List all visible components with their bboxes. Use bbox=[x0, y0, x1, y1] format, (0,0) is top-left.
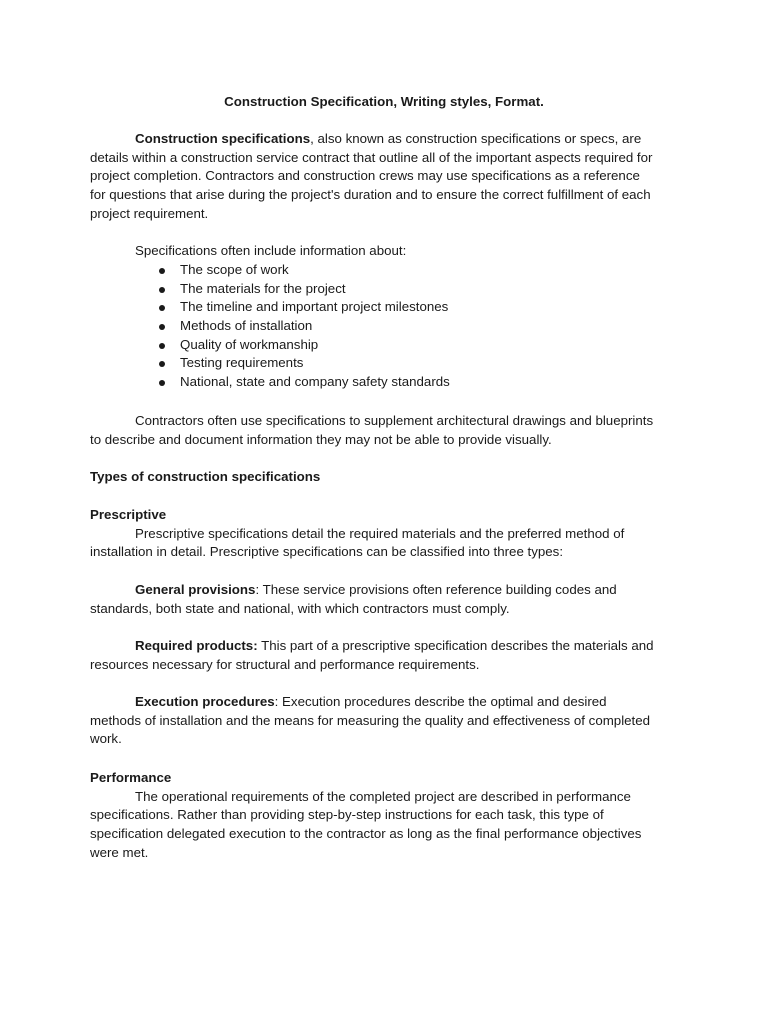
execution-line-2: methods of installation and the means for measuring the quality and effectiveness of completed bbox=[90, 712, 651, 728]
performance-heading: Performance bbox=[90, 770, 172, 785]
general-provisions-paragraph bbox=[90, 581, 680, 618]
list-item bbox=[180, 373, 450, 392]
required-text-1: This part of a prescriptive specification describes the materials and bbox=[257, 638, 654, 653]
list-item-text: The materials for the project bbox=[180, 280, 346, 296]
execution-lead-term: Execution procedures bbox=[135, 694, 275, 709]
list-item bbox=[180, 280, 450, 299]
list-item bbox=[180, 354, 450, 373]
intro-line-3: project completion. Contractors and construction crews may use specifications as a reference bbox=[90, 168, 640, 184]
contractors-line-1: Contractors often use specifications to supplement architectural drawings and blueprints bbox=[135, 413, 654, 428]
intro-line-4: for questions that arise during the project's duration and to ensure the correct fulfillment of each bbox=[90, 187, 651, 203]
bullet-icon bbox=[159, 305, 165, 311]
intro-line-1 bbox=[90, 130, 680, 149]
required-line-1 bbox=[90, 637, 680, 656]
prescriptive-line-2: installation in detail. Prescriptive specifications can be classified into three types: bbox=[90, 544, 564, 560]
list-item bbox=[180, 336, 450, 355]
bullet-icon bbox=[159, 324, 165, 330]
performance-line-3: specification delegated execution to the contractor as long as the final performance objectives bbox=[90, 826, 642, 842]
list-item-text: Testing requirements bbox=[180, 355, 304, 371]
bullet-icon bbox=[159, 380, 165, 386]
contractors-line-2: to describe and document information they may not be able to provide visually. bbox=[90, 431, 552, 447]
required-products-paragraph bbox=[90, 637, 680, 674]
performance-line-4: were met. bbox=[90, 844, 149, 860]
bullet-icon bbox=[159, 361, 165, 367]
includes-list bbox=[180, 261, 450, 392]
performance-line-2: specifications. Rather than providing step-by-step instructions for each task, this type of bbox=[90, 807, 604, 823]
performance-line-1: The operational requirements of the completed project are described in performance bbox=[135, 788, 631, 804]
execution-procedures-paragraph bbox=[90, 693, 680, 749]
bullet-icon bbox=[159, 287, 165, 293]
list-item-text: National, state and company safety standards bbox=[180, 374, 450, 390]
general-lead-term: General provisions bbox=[135, 582, 256, 597]
execution-line-1 bbox=[90, 693, 680, 712]
list-item-text: Methods of installation bbox=[180, 318, 313, 334]
execution-line-3: work. bbox=[90, 731, 122, 747]
contractors-paragraph bbox=[90, 412, 680, 449]
list-item bbox=[180, 317, 450, 336]
list-item bbox=[180, 298, 450, 317]
list-item-text: The scope of work bbox=[180, 262, 289, 277]
intro-text-1: , also known as construction specifications or specs, are bbox=[310, 131, 642, 146]
intro-lead-term: Construction specifications bbox=[135, 131, 311, 146]
includes-lead: Specifications often include information about: bbox=[135, 243, 407, 258]
bullet-icon bbox=[159, 343, 165, 349]
list-item-text: The timeline and important project milestones bbox=[180, 299, 449, 315]
types-heading: Types of construction specifications bbox=[90, 469, 321, 484]
bullet-icon bbox=[159, 268, 165, 274]
required-lead-term: Required products: bbox=[135, 638, 258, 653]
list-item-text: Quality of workmanship bbox=[180, 336, 319, 352]
includes-lead-paragraph bbox=[90, 242, 680, 261]
prescriptive-heading: Prescriptive bbox=[90, 507, 167, 522]
general-line-1 bbox=[90, 581, 680, 600]
required-line-2: resources necessary for structural and performance requirements. bbox=[90, 656, 480, 672]
list-item bbox=[180, 261, 450, 280]
intro-line-2: details within a construction service contract that outline all of the important aspects required for bbox=[90, 149, 653, 165]
prescriptive-section bbox=[90, 506, 680, 562]
general-text-1: : These service provisions often reference building codes and bbox=[255, 582, 617, 597]
document-title: Construction Specification, Writing styles, Format. bbox=[224, 94, 544, 109]
performance-section bbox=[90, 769, 680, 863]
prescriptive-line-1: Prescriptive specifications detail the required materials and the preferred method of bbox=[135, 525, 625, 541]
intro-line-5: project requirement. bbox=[90, 205, 209, 221]
execution-text-1: : Execution procedures describe the optimal and desired bbox=[274, 694, 607, 709]
intro-paragraph bbox=[90, 130, 680, 224]
general-line-2: standards, both state and national, with which contractors must comply. bbox=[90, 600, 510, 616]
